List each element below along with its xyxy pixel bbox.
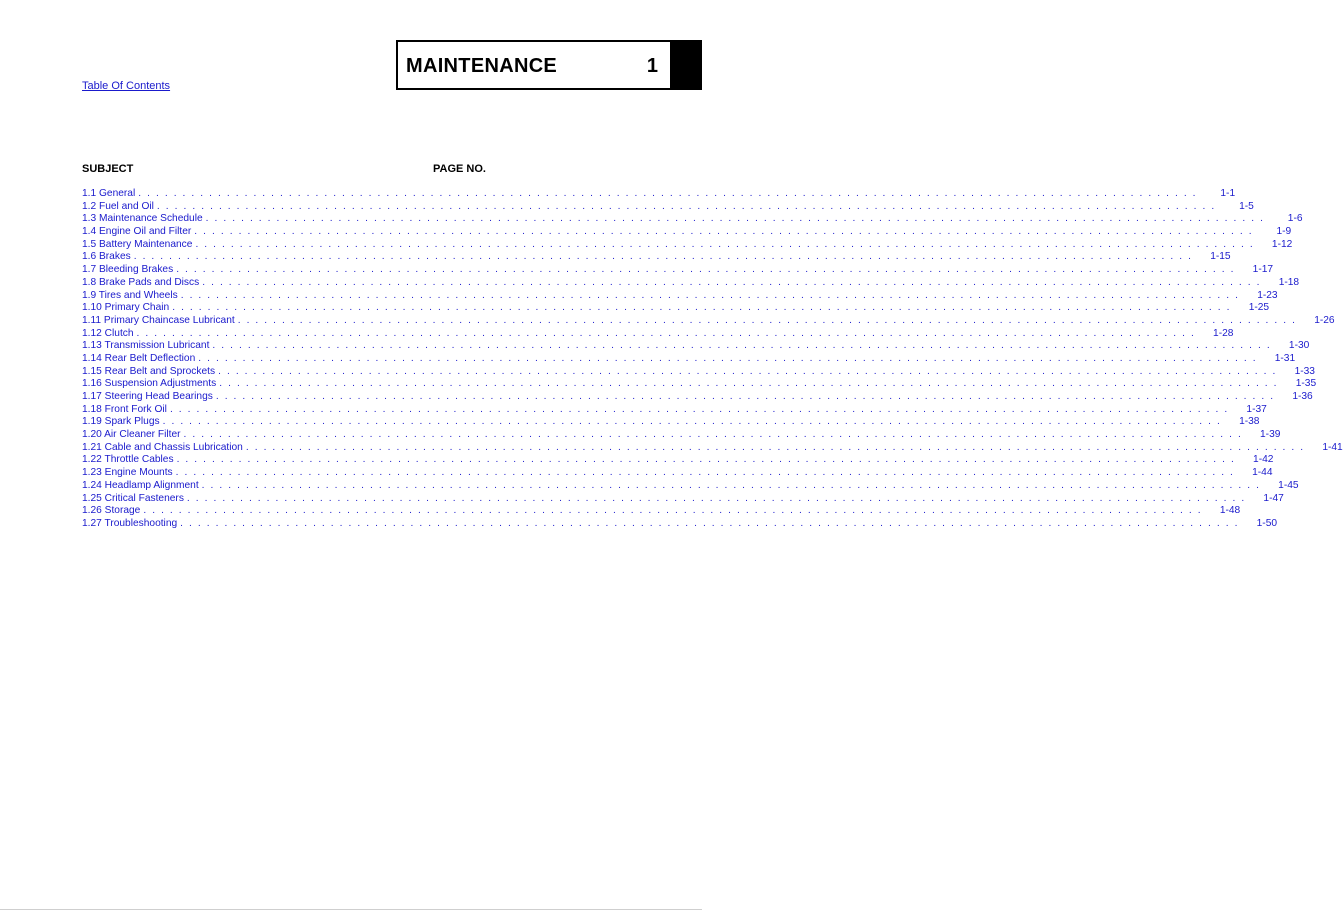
toc-entry-page[interactable]: 1-28 [1213,327,1234,339]
toc-entry-title[interactable]: 1.10 Primary Chain [82,302,170,314]
dot-leader: . . . . . . . . . . . . . . . . . . . . . . . . . . . . . . . . . . . . . . . . . . . . . . . . . . . . . . . . . . . . . . . . . . . . . . . . . . . . . . . . . . . . . . . . . . . . . . . . . . . . . . . . . . . . . . . . . . . . . . . . [176,264,1236,276]
toc-entry-page[interactable]: 1-37 [1246,403,1267,415]
toc-entry-page[interactable]: 1-47 [1263,492,1284,504]
toc-entry-page[interactable]: 1-9 [1276,226,1292,238]
toc-entry-title[interactable]: 1.20 Air Cleaner Filter [82,429,181,441]
toc-entry[interactable] [82,327,1234,341]
table-of-contents-link[interactable]: Table Of Contents [82,80,171,92]
toc-entry[interactable] [82,314,1335,328]
toc-entry-title[interactable]: 1.27 Troubleshooting [82,517,178,529]
toc-entry[interactable] [82,302,1270,315]
dot-leader: . . . . . . . . . . . . . . . . . . . . . . . . . . . . . . . . . . . . . . . . . . . . . . . . . . . . . . . . . . . . . . . . . . . . . . . . . . . . . . . . . . . . . . . . . . . . . . . . . . . . . . . . . . . . . . . . . . . . . . . . [169,403,1229,415]
toc-entry-title[interactable]: 1.9 Tires and Wheels [82,289,178,301]
toc-list [82,188,1343,531]
toc-entry[interactable] [82,238,1293,252]
chapter-number: 1 [646,55,658,77]
toc-entry-page[interactable]: 1-1 [1220,188,1236,199]
dot-leader: . . . . . . . . . . . . . . . . . . . . . . . . . . . . . . . . . . . . . . . . . . . . . . . . . . . . . . . . . . . . . . . . . . . . . . . . . . . . . . . . . . . . . . . . . . . . . . . . . . . . . . . . . . . . . . . . . . . . . . . . [180,289,1240,301]
toc-entry-page[interactable]: 1-15 [1210,251,1231,263]
toc-entry-title[interactable]: 1.8 Brake Pads and Discs [82,276,200,288]
toc-entry-page[interactable]: 1-17 [1252,264,1274,276]
toc-entry-title[interactable]: 1.12 Clutch [82,327,134,339]
toc-entry-page[interactable]: 1-50 [1256,517,1278,529]
dot-leader: . . . . . . . . . . . . . . . . . . . . . . . . . . . . . . . . . . . . . . . . . . . . . . . . . . . . . . . . . . . . . . . . . . . . . . . . . . . . . . . . . . . . . . . . . . . . . . . . . . . . . . . . . . . . . . . . . . . . . . . . [156,200,1216,212]
dot-leader: . . . . . . . . . . . . . . . . . . . . . . . . . . . . . . . . . . . . . . . . . . . . . . . . . . . . . . . . . . . . . . . . . . . . . . . . . . . . . . . . . . . . . . . . . . . . . . . . . . . . . . . . . . . . . . . . . . . . . . . . [198,352,1258,364]
toc-entry[interactable] [82,276,1300,290]
toc-entry[interactable] [82,429,1281,442]
toc-entry-title[interactable]: 1.2 Fuel and Oil [82,200,154,212]
dot-leader: . . . . . . . . . . . . . . . . . . . . . . . . . . . . . . . . . . . . . . . . . . . . . . . . . . . . . . . . . . . . . . . . . . . . . . . . . . . . . . . . . . . . . . . . . . . . . . . . . . . . . . . . . . . . . . . . . . . . . . . . [143,505,1203,517]
toc-entry-title[interactable]: 1.13 Transmission Lubricant [82,340,210,352]
toc-entry-title[interactable]: 1.21 Cable and Chassis Lubrication [82,441,243,453]
dot-leader: . . . . . . . . . . . . . . . . . . . . . . . . . . . . . . . . . . . . . . . . . . . . . . . . . . . . . . . . . . . . . . . . . . . . . . . . . . . . . . . . . . . . . . . . . . . . . . . . . . . . . . . . . . . . . . . . . . . . . . . . [133,251,1193,263]
chapter-title: MAINTENANCE [406,55,558,77]
toc-entry[interactable] [82,505,1241,518]
toc-entry-title[interactable]: 1.25 Critical Fasteners [82,492,184,504]
toc-entry[interactable] [82,226,1292,239]
toc-entry-page[interactable]: 1-41 [1322,441,1343,453]
toc-entry[interactable] [82,479,1299,493]
toc-entry-title[interactable]: 1.3 Maintenance Schedule [82,213,203,225]
dot-leader: . . . . . . . . . . . . . . . . . . . . . . . . . . . . . . . . . . . . . . . . . . . . . . . . . . . . . . . . . . . . . . . . . . . . . . . . . . . . . . . . . . . . . . . . . . . . . . . . . . . . . . . . . . . . . . . . . . . . . . . . [245,441,1305,453]
dot-leader: . . . . . . . . . . . . . . . . . . . . . . . . . . . . . . . . . . . . . . . . . . . . . . . . . . . . . . . . . . . . . . . . . . . . . . . . . . . . . . . . . . . . . . . . . . . . . . . . . . . . . . . . . . . . . . . . . . . . . . . . [201,479,1261,491]
dot-leader: . . . . . . . . . . . . . . . . . . . . . . . . . . . . . . . . . . . . . . . . . . . . . . . . . . . . . . . . . . . . . . . . . . . . . . . . . . . . . . . . . . . . . . . . . . . . . . . . . . . . . . . . . . . . . . . . . . . . . . . . [138,188,1198,199]
toc-entry[interactable] [82,391,1313,404]
toc-entry-page[interactable]: 1-31 [1274,352,1296,364]
toc-entry-title[interactable]: 1.22 Throttle Cables [82,454,174,466]
toc-entry-title[interactable]: 1.26 Storage [82,505,141,517]
toc-entry-title[interactable]: 1.16 Suspension Adjustments [82,378,217,390]
toc-entry-title[interactable]: 1.1 General [82,188,136,199]
toc-entry-page[interactable]: 1-25 [1248,302,1270,314]
dot-leader: . . . . . . . . . . . . . . . . . . . . . . . . . . . . . . . . . . . . . . . . . . . . . . . . . . . . . . . . . . . . . . . . . . . . . . . . . . . . . . . . . . . . . . . . . . . . . . . . . . . . . . . . . . . . . . . . . . . . . . . . [237,314,1297,326]
toc-entry-title[interactable]: 1.11 Primary Chaincase Lubricant [82,314,235,326]
toc-entry[interactable] [82,441,1343,455]
dot-leader: . . . . . . . . . . . . . . . . . . . . . . . . . . . . . . . . . . . . . . . . . . . . . . . . . . . . . . . . . . . . . . . . . . . . . . . . . . . . . . . . . . . . . . . . . . . . . . . . . . . . . . . . . . . . . . . . . . . . . . . . [172,302,1232,314]
dot-leader: . . . . . . . . . . . . . . . . . . . . . . . . . . . . . . . . . . . . . . . . . . . . . . . . . . . . . . . . . . . . . . . . . . . . . . . . . . . . . . . . . . . . . . . . . . . . . . . . . . . . . . . . . . . . . . . . . . . . . . . . [162,416,1222,428]
toc-entry-page[interactable]: 1-42 [1253,454,1274,466]
toc-entry-page[interactable]: 1-6 [1287,213,1303,225]
toc-entry-page[interactable]: 1-12 [1271,238,1293,250]
dot-leader: . . . . . . . . . . . . . . . . . . . . . . . . . . . . . . . . . . . . . . . . . . . . . . . . . . . . . . . . . . . . . . . . . . . . . . . . . . . . . . . . . . . . . . . . . . . . . . . . . . . . . . . . . . . . . . . . . . . . . . . . [205,213,1265,225]
toc-entry[interactable] [82,403,1267,417]
toc-entry[interactable] [82,340,1310,353]
dot-leader: . . . . . . . . . . . . . . . . . . . . . . . . . . . . . . . . . . . . . . . . . . . . . . . . . . . . . . . . . . . . . . . . . . . . . . . . . . . . . . . . . . . . . . . . . . . . . . . . . . . . . . . . . . . . . . . . . . . . . . . . [212,340,1272,352]
toc-entry-page[interactable]: 1-35 [1295,378,1317,390]
toc-entry-page[interactable]: 1-5 [1239,200,1254,212]
toc-entry-title[interactable]: 1.5 Battery Maintenance [82,238,193,250]
dot-leader: . . . . . . . . . . . . . . . . . . . . . . . . . . . . . . . . . . . . . . . . . . . . . . . . . . . . . . . . . . . . . . . . . . . . . . . . . . . . . . . . . . . . . . . . . . . . . . . . . . . . . . . . . . . . . . . . . . . . . . . . [194,226,1254,238]
chapter-header-box [396,40,672,90]
toc-entry[interactable] [82,289,1278,303]
toc-entry[interactable] [82,264,1274,277]
subject-column-header: SUBJECT [82,163,134,175]
toc-entry[interactable] [82,213,1303,226]
dot-leader: . . . . . . . . . . . . . . . . . . . . . . . . . . . . . . . . . . . . . . . . . . . . . . . . . . . . . . . . . . . . . . . . . . . . . . . . . . . . . . . . . . . . . . . . . . . . . . . . . . . . . . . . . . . . . . . . . . . . . . . . [180,517,1240,529]
toc-entry-title[interactable]: 1.7 Bleeding Brakes [82,264,174,276]
toc-entry[interactable] [82,200,1254,214]
toc-entry[interactable] [82,492,1284,506]
toc-entry-page[interactable]: 1-48 [1219,505,1241,517]
toc-entry[interactable] [82,454,1274,467]
dot-leader: . . . . . . . . . . . . . . . . . . . . . . . . . . . . . . . . . . . . . . . . . . . . . . . . . . . . . . . . . . . . . . . . . . . . . . . . . . . . . . . . . . . . . . . . . . . . . . . . . . . . . . . . . . . . . . . . . . . . . . . . [175,467,1235,479]
toc-entry-page[interactable]: 1-44 [1252,467,1273,479]
toc-entry-title[interactable]: 1.15 Rear Belt and Sprockets [82,365,216,377]
toc-entry-title[interactable]: 1.23 Engine Mounts [82,467,173,479]
dot-leader: . . . . . . . . . . . . . . . . . . . . . . . . . . . . . . . . . . . . . . . . . . . . . . . . . . . . . . . . . . . . . . . . . . . . . . . . . . . . . . . . . . . . . . . . . . . . . . . . . . . . . . . . . . . . . . . . . . . . . . . . [219,378,1279,390]
toc-entry[interactable] [82,365,1315,379]
dot-leader: . . . . . . . . . . . . . . . . . . . . . . . . . . . . . . . . . . . . . . . . . . . . . . . . . . . . . . . . . . . . . . . . . . . . . . . . . . . . . . . . . . . . . . . . . . . . . . . . . . . . . . . . . . . . . . . . . . . . . . . . [136,327,1196,339]
toc-entry-page[interactable]: 1-38 [1239,416,1260,428]
toc-entry[interactable] [82,467,1273,480]
toc-entry-title[interactable]: 1.17 Steering Head Bearings [82,391,213,402]
toc-entry-title[interactable]: 1.14 Rear Belt Deflection [82,352,196,364]
toc-entry-page[interactable]: 1-30 [1288,340,1310,352]
toc-entry-page[interactable]: 1-36 [1292,391,1313,402]
dot-leader: . . . . . . . . . . . . . . . . . . . . . . . . . . . . . . . . . . . . . . . . . . . . . . . . . . . . . . . . . . . . . . . . . . . . . . . . . . . . . . . . . . . . . . . . . . . . . . . . . . . . . . . . . . . . . . . . . . . . . . . . [176,454,1236,466]
dot-leader: . . . . . . . . . . . . . . . . . . . . . . . . . . . . . . . . . . . . . . . . . . . . . . . . . . . . . . . . . . . . . . . . . . . . . . . . . . . . . . . . . . . . . . . . . . . . . . . . . . . . . . . . . . . . . . . . . . . . . . . . [186,492,1246,504]
toc-entry[interactable] [82,416,1260,429]
dot-leader: . . . . . . . . . . . . . . . . . . . . . . . . . . . . . . . . . . . . . . . . . . . . . . . . . . . . . . . . . . . . . . . . . . . . . . . . . . . . . . . . . . . . . . . . . . . . . . . . . . . . . . . . . . . . . . . . . . . . . . . . [183,429,1243,441]
dot-leader: . . . . . . . . . . . . . . . . . . . . . . . . . . . . . . . . . . . . . . . . . . . . . . . . . . . . . . . . . . . . . . . . . . . . . . . . . . . . . . . . . . . . . . . . . . . . . . . . . . . . . . . . . . . . . . . . . . . . . . . . [218,365,1277,377]
dot-leader: . . . . . . . . . . . . . . . . . . . . . . . . . . . . . . . . . . . . . . . . . . . . . . . . . . . . . . . . . . . . . . . . . . . . . . . . . . . . . . . . . . . . . . . . . . . . . . . . . . . . . . . . . . . . . . . . . . . . . . . . [202,276,1262,288]
chapter-tab-marker [670,40,702,90]
toc-entry-page[interactable]: 1-26 [1314,314,1335,326]
toc-entry-title[interactable]: 1.18 Front Fork Oil [82,403,167,415]
toc-entry-title[interactable]: 1.24 Headlamp Alignment [82,479,199,491]
page-number-column-header: PAGE NO. [433,163,486,175]
toc-entry-page[interactable]: 1-23 [1257,289,1278,301]
toc-entry-page[interactable]: 1-33 [1294,365,1315,377]
toc-entry-title[interactable]: 1.19 Spark Plugs [82,416,160,428]
toc-entry-title[interactable]: 1.4 Engine Oil and Filter [82,226,192,238]
toc-entry[interactable] [82,517,1278,531]
toc-entry-title[interactable]: 1.6 Brakes [82,251,131,263]
toc-entry[interactable] [82,378,1317,391]
dot-leader: . . . . . . . . . . . . . . . . . . . . . . . . . . . . . . . . . . . . . . . . . . . . . . . . . . . . . . . . . . . . . . . . . . . . . . . . . . . . . . . . . . . . . . . . . . . . . . . . . . . . . . . . . . . . . . . . . . . . . . . . [215,391,1275,402]
toc-entry[interactable] [82,352,1296,366]
page-bottom-divider [0,909,702,910]
toc-entry-page[interactable]: 1-45 [1278,479,1299,491]
toc-entry-page[interactable]: 1-18 [1278,276,1300,288]
toc-entry[interactable] [82,188,1236,201]
toc-entry-page[interactable]: 1-39 [1260,429,1281,441]
dot-leader: . . . . . . . . . . . . . . . . . . . . . . . . . . . . . . . . . . . . . . . . . . . . . . . . . . . . . . . . . . . . . . . . . . . . . . . . . . . . . . . . . . . . . . . . . . . . . . . . . . . . . . . . . . . . . . . . . . . . . . . . [195,238,1255,250]
toc-entry[interactable] [82,251,1231,264]
